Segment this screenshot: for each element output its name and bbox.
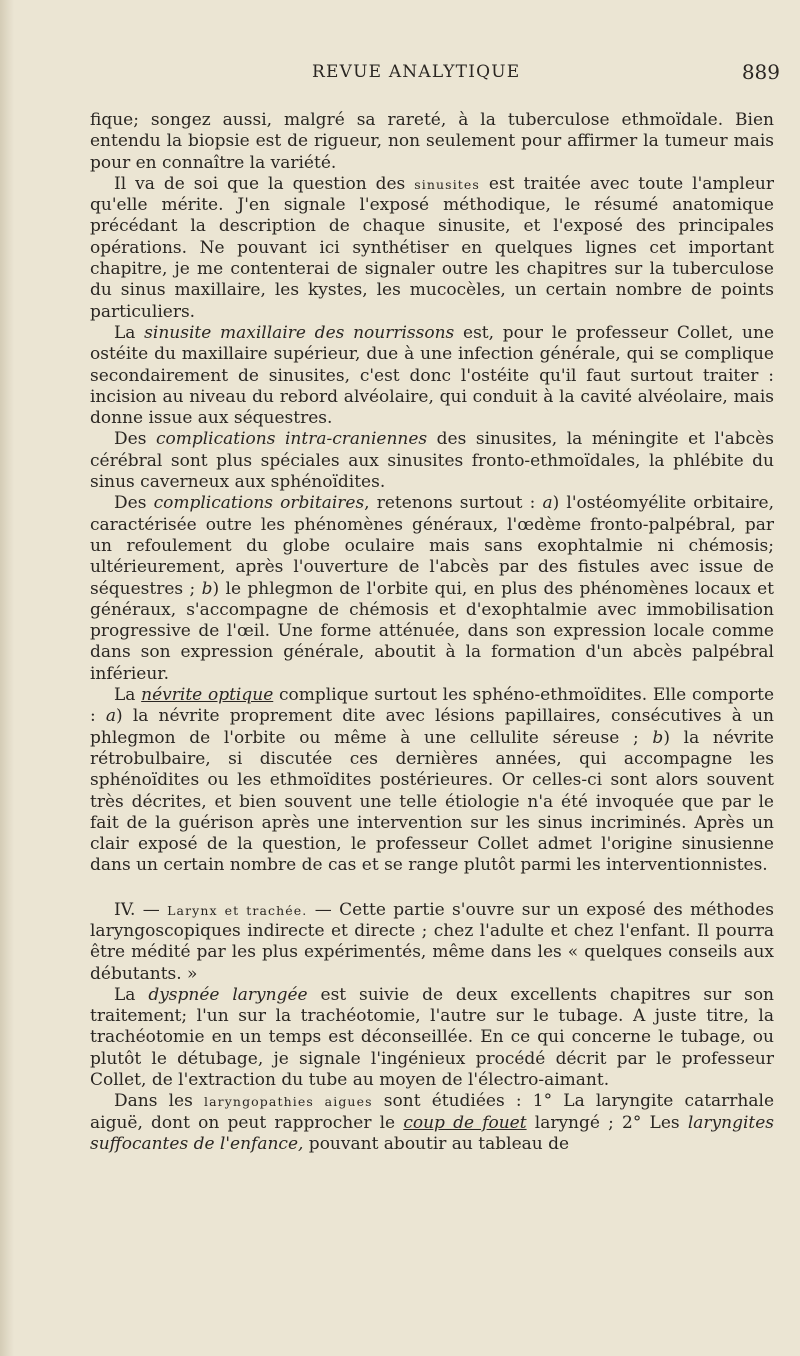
enum-b: b [201,578,213,599]
text-run: Des [114,429,156,450]
text-run: Dans les [114,1091,205,1112]
page-edge [0,0,14,1356]
paragraph-4 [90,429,774,493]
text-run: La [114,685,142,706]
smallcaps-term: sinusites [414,176,480,192]
text-run: pouvant aboutir au tableau de [303,1133,570,1154]
running-head [90,60,780,90]
italic-term: dyspnée laryngée [148,984,308,1005]
page-number: 889 [741,60,780,84]
text-run: ) la névrite rétrobulbaire, si discutée ces dernières années, qui accompagne les sphénoïdites ou les ethmoïdites postérieures. Or celles-ci sont alors souvent très décrites, et bien souvent une telle étiologie n'a été invoquée que par le fait de la guérison après une intervention sur les sinus incriminés. Après un clair exposé de la question, le professeur Collet admet l'origine sinusienne dans un certain nombre de cas et se range plutôt parmi les interventionnistes. [90,727,774,876]
section-number: IV. — [114,899,168,920]
paragraph-2 [90,174,774,323]
text-run: est suivie de deux excellents chapitres sur son traitement; l'un sur la trachéotomie, l'autre sur le tubage. A juste titre, la trachéotomie en un temps est déconseillée. En ce qui concerne le tubage, ou plutôt le détubage, je signale l'ingénieux procédé décrit par le professeur Collet, de l'extraction du tube au moyen de l'électro-aimant. [90,984,774,1091]
running-title: REVUE ANALYTIQUE [312,62,521,82]
paragraph-9 [90,1091,774,1155]
text-run: La [114,984,149,1005]
italic-term: laryngites suffocantes de l'enfance, [90,1112,774,1154]
italic-term: sinusite maxillaire des nourrissons [144,322,455,343]
italic-term: coup de fouet [403,1112,527,1133]
body-text [90,110,774,1155]
text-run: sont étudiées : 1° La laryngite catarrhale aiguë, dont on peut rapprocher le [90,1091,775,1133]
paragraph-3 [90,323,774,429]
text-run: — Cette partie s'ouvre sur un exposé des méthodes laryngoscopiques indirecte et directe ; chez l'adulte et chez l'enfant. Il pourra être médité par les plus expérimentés, même dans les « quelques conseils aux débutants. » [90,899,774,984]
paragraph-8 [90,985,774,1091]
paragraph-7 [90,900,774,985]
section-heading: Larynx et trachée. [167,902,308,918]
italic-term: névrite optique [141,685,274,706]
text-run: est, pour le professeur Collet, une ostéite du maxillaire supérieur, due à une infection générale, qui se complique secondairement de sinusites, c'est donc l'ostéite qu'il faut surtout traiter : incision au niveau du rebord alvéolaire, qui conduit à la cavité alvéolaire, mais donne issue aux séquestres. [90,322,774,429]
enum-a: a [105,706,117,727]
paragraph-5 [90,493,774,685]
text-run: des sinusites, la méningite et l'abcès cérébral sont plus spéciales aux sinusites fronto-ethmoïdales, la phlébite du sinus caverneux aux sphénoïdites. [90,429,774,493]
text-run: ) le phlegmon de l'orbite qui, en plus des phénomènes locaux et généraux, s'accompagne de chémosis et d'exophtalmie avec immobilisation progressive de l'œil. Une forme atténuée, dans son expression locale comme dans son expression générale, aboutit à la formation d'un abcès palpébral inférieur. [90,578,774,684]
smallcaps-term: laryngopathies aigues [204,1094,373,1110]
text-run: est traitée avec toute l'ampleur qu'elle mérite. J'en signale l'exposé méthodique, le résumé anatomique précédant la description de chaque sinusite, et l'exposé des principales opérations. Ne pouvant ici synthétiser en quelques lignes cet important chapitre, je me contenterai de signaler outre les chapitres sur la tuberculose du sinus maxillaire, les kystes, les mucocèles, un certain nombre de points particuliers. [90,173,774,322]
paragraph-6 [90,685,774,877]
text-run: complique surtout les sphéno-ethmoïdites. Elle comporte : [90,685,775,727]
italic-term: complications orbitaires [153,493,365,514]
paragraph-1: fique; songez aussi, malgré sa rareté, à la tuberculose ethmoïdale. Bien entendu la biopsie est de rigueur, non seulement pour affirmer la tumeur mais pour en connaître la variété. [90,110,774,173]
text-run: ) la névrite proprement dite avec lésions papillaires, consécutives à un phlegmon de l'orbite ou même à une cellulite séreuse ; [90,706,774,748]
text-run: La [114,322,145,343]
text-run: laryngé ; 2° Les [526,1112,688,1133]
text-run: , retenons surtout : [364,493,543,514]
text-run: Des [114,493,154,514]
italic-term: complications intra-craniennes [155,429,428,450]
enum-b: b [652,727,664,748]
enum-a: a [542,493,553,514]
text-run: Il va de soi que la question des [114,173,415,194]
text-run: ) l'ostéomyélite orbitaire, caractérisée outre les phénomènes généraux, l'œdème fronto-palpébral, par un refoulement du globe oculaire mais sans exophtalmie ni chémosis; ultérieurement, après l'ouverture de l'abcès par des fistules avec issue de séquestres ; [90,493,774,599]
